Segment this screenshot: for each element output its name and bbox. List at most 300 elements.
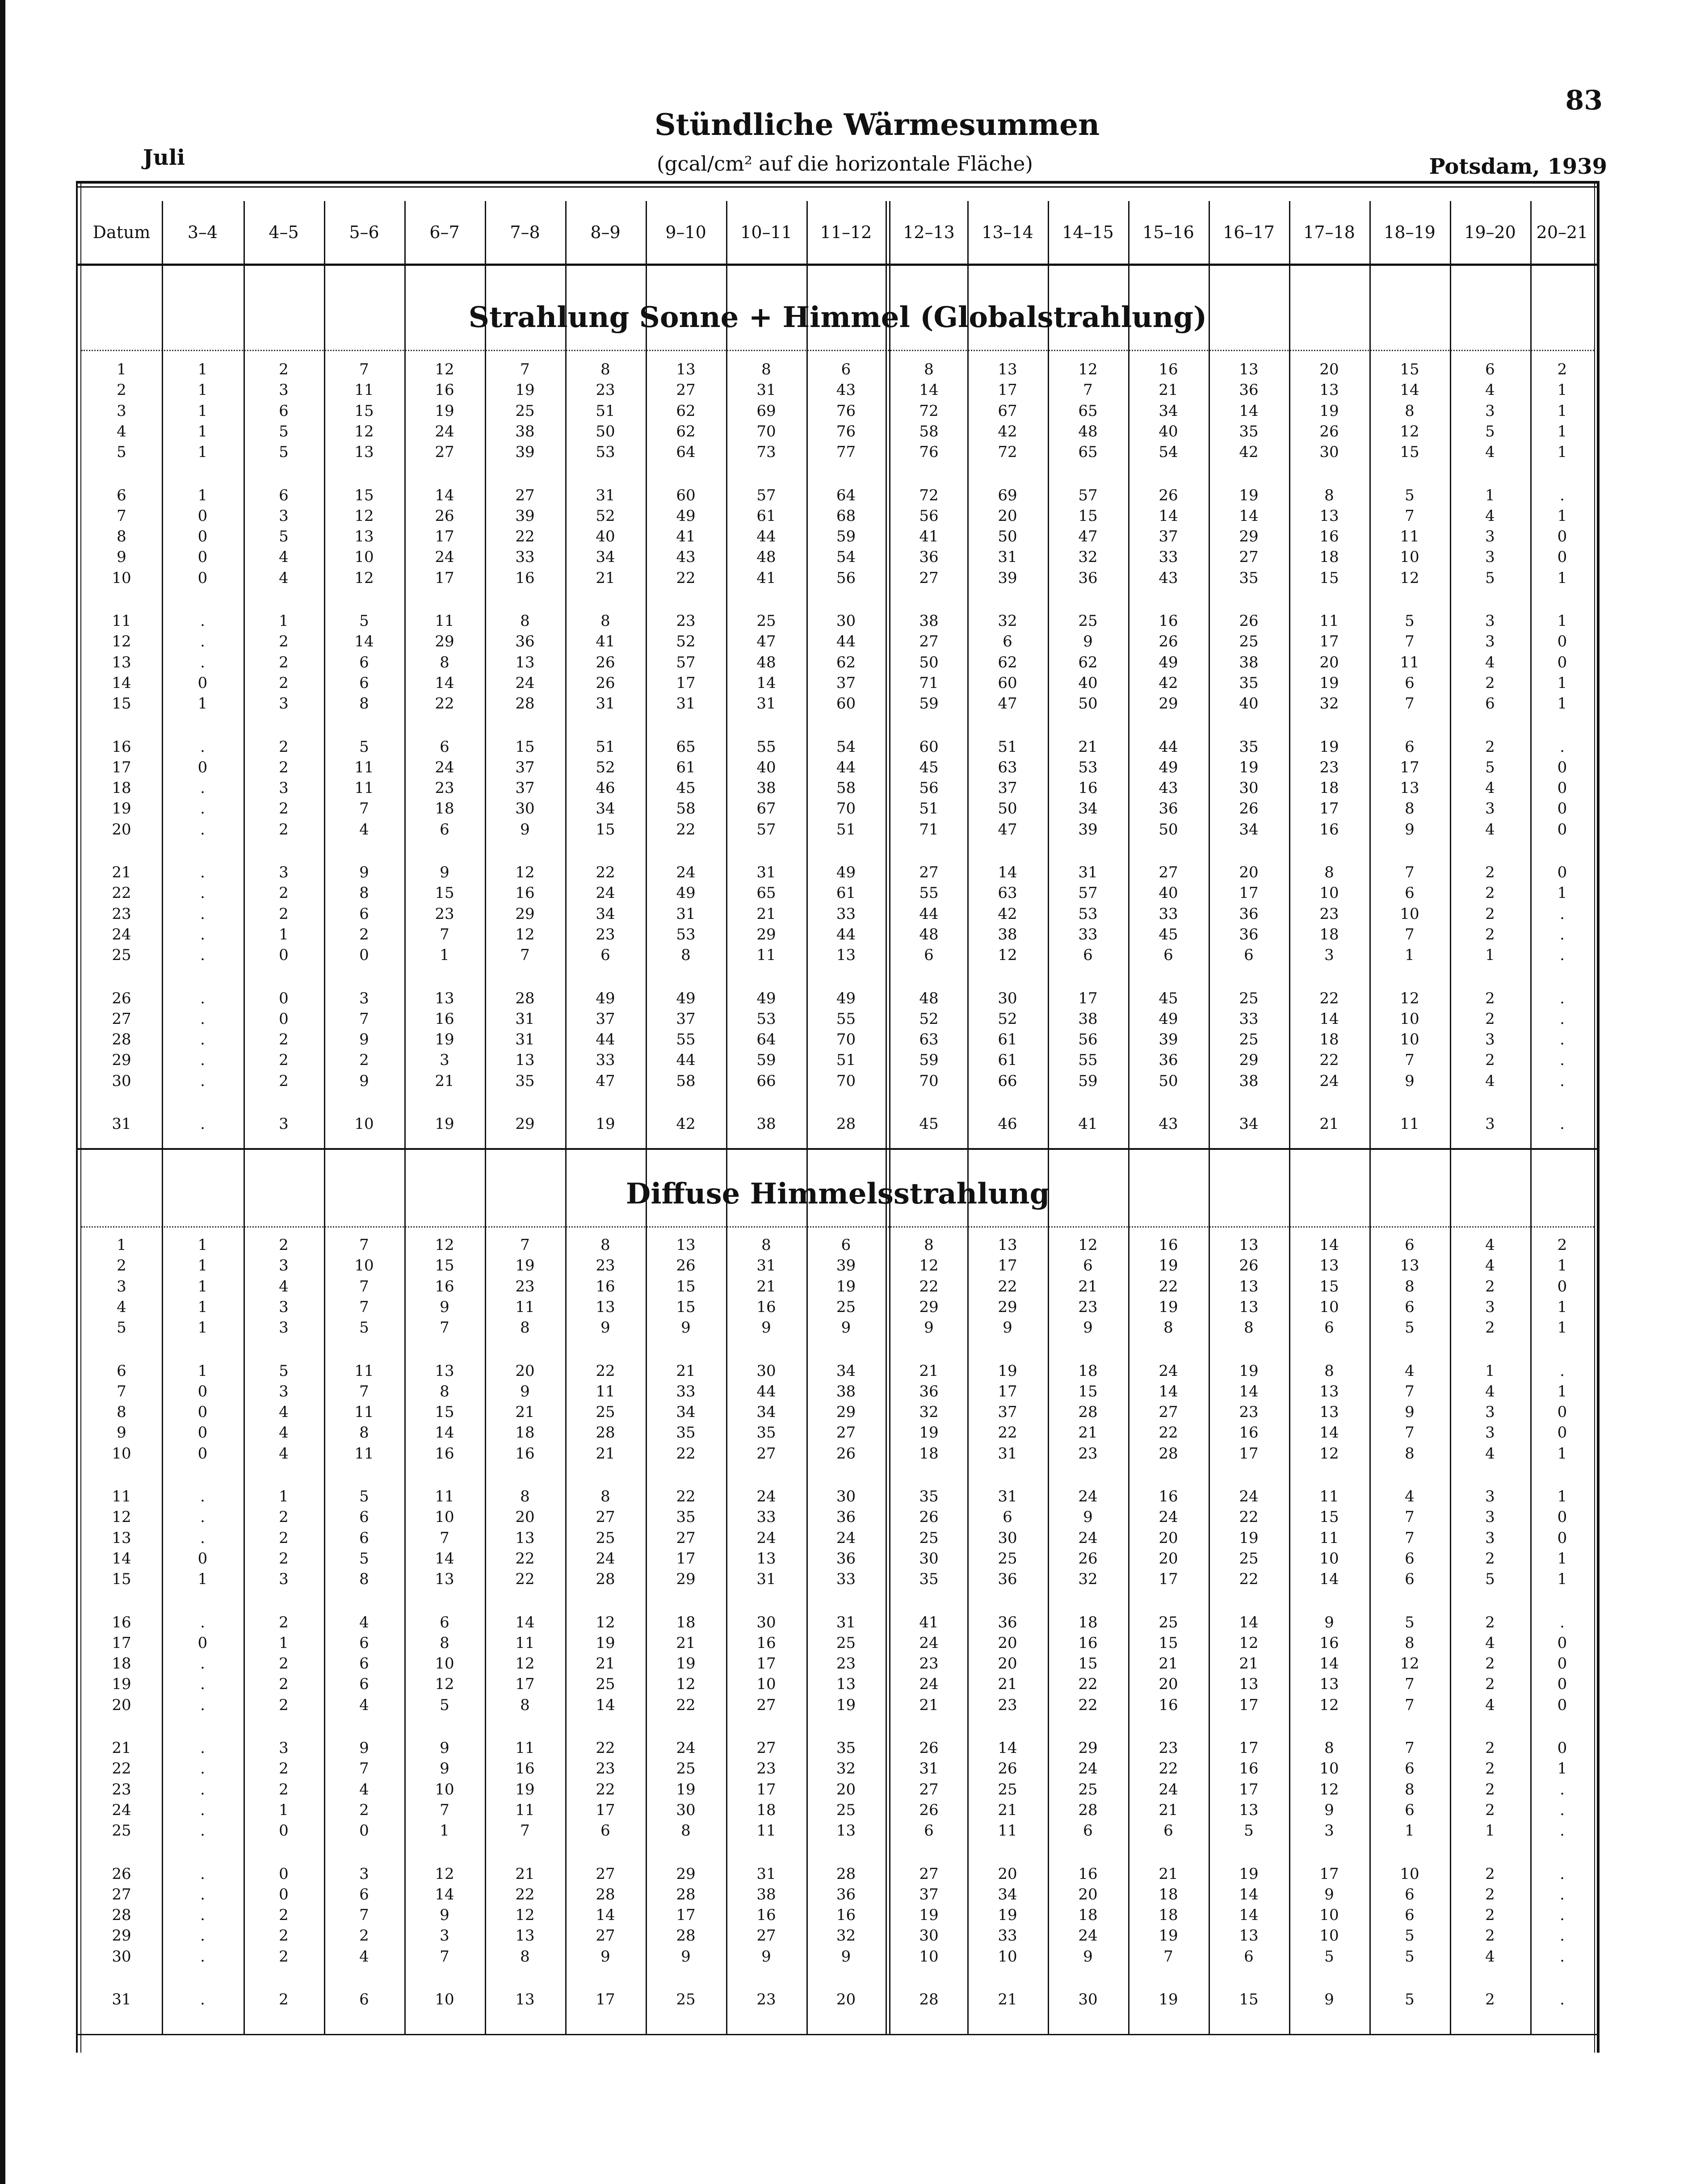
- value-cell: 27: [919, 1865, 939, 1883]
- value-cell: 60: [676, 486, 696, 504]
- value-cell: 2: [359, 1801, 369, 1819]
- value-cell: 6: [279, 402, 289, 420]
- value-cell: 9: [681, 1948, 691, 1966]
- value-cell: 6: [1244, 946, 1254, 964]
- value-cell: 44: [836, 759, 856, 776]
- value-cell: 11: [435, 1488, 454, 1505]
- value-cell: 4: [279, 1403, 289, 1421]
- value-cell: 25: [1239, 633, 1259, 650]
- value-cell: 15: [1319, 1278, 1339, 1295]
- value-cell: 52: [596, 759, 615, 776]
- value-cell: 9: [761, 1948, 771, 1966]
- value-cell: 6: [1324, 1319, 1334, 1337]
- value-cell: 41: [676, 528, 696, 545]
- value-cell: 28: [1078, 1403, 1098, 1421]
- value-cell: 18: [1078, 1906, 1098, 1924]
- value-cell: 10: [1319, 1927, 1339, 1945]
- table-bottom-rule: [76, 2034, 1600, 2035]
- value-cell: 16: [515, 1445, 535, 1463]
- value-cell: 28: [676, 1886, 696, 1903]
- value-cell: 5: [359, 738, 369, 756]
- value-cell: 6: [1405, 738, 1415, 756]
- value-cell: 10: [1400, 1010, 1419, 1028]
- value-cell: 2: [279, 1529, 289, 1547]
- date-cell: 2: [117, 1257, 126, 1274]
- value-cell: 34: [756, 1403, 776, 1421]
- value-cell: 8: [520, 1696, 530, 1714]
- value-cell: 26: [1319, 423, 1339, 440]
- value-cell: 15: [1400, 443, 1419, 461]
- value-cell: 24: [515, 674, 535, 692]
- value-cell: 24: [1078, 1760, 1098, 1777]
- value-cell: 2: [279, 361, 289, 378]
- value-cell: 6: [440, 1614, 449, 1631]
- value-cell: .: [200, 1614, 205, 1631]
- value-cell: 8: [924, 1236, 934, 1254]
- value-cell: 0: [197, 1383, 208, 1400]
- value-cell: 1: [440, 946, 449, 964]
- value-cell: .: [1560, 1948, 1565, 1966]
- value-cell: 7: [1405, 1696, 1415, 1714]
- value-cell: 38: [756, 1886, 776, 1903]
- value-cell: 45: [919, 759, 939, 776]
- value-cell: 17: [1319, 1865, 1339, 1883]
- value-cell: 19: [435, 1115, 454, 1133]
- value-cell: 7: [1405, 633, 1415, 650]
- value-cell: .: [1560, 1010, 1565, 1028]
- value-cell: 7: [1405, 1739, 1415, 1757]
- value-cell: 21: [1159, 381, 1178, 399]
- value-cell: 21: [676, 1634, 696, 1652]
- value-cell: 6: [600, 1822, 610, 1840]
- value-cell: 0: [1557, 759, 1567, 776]
- value-cell: 6: [841, 361, 851, 378]
- value-cell: 12: [515, 1655, 535, 1673]
- value-cell: 2: [279, 1072, 289, 1090]
- value-cell: 2: [279, 759, 289, 776]
- value-cell: 41: [919, 1614, 939, 1631]
- value-cell: 41: [596, 633, 615, 650]
- value-cell: 25: [1078, 1781, 1098, 1798]
- value-cell: 1: [1557, 1488, 1567, 1505]
- value-cell: 7: [520, 1822, 530, 1840]
- value-cell: 53: [1078, 905, 1098, 923]
- value-cell: 3: [279, 1319, 289, 1337]
- value-cell: 2: [1485, 1550, 1495, 1568]
- value-cell: 12: [676, 1675, 696, 1693]
- date-cell: 23: [112, 905, 131, 923]
- date-cell: 10: [112, 1445, 131, 1463]
- value-cell: 12: [1400, 569, 1419, 587]
- value-cell: 12: [435, 1236, 454, 1254]
- value-cell: 20: [1319, 361, 1339, 378]
- date-cell: 5: [117, 443, 126, 461]
- value-cell: 34: [1159, 402, 1178, 420]
- value-cell: 70: [919, 1072, 939, 1090]
- value-cell: 29: [676, 1570, 696, 1588]
- value-cell: 12: [515, 926, 535, 943]
- value-cell: 26: [836, 1445, 856, 1463]
- value-cell: 16: [1319, 1634, 1339, 1652]
- value-cell: 25: [1159, 1614, 1178, 1631]
- value-cell: 4: [279, 569, 289, 587]
- value-cell: 11: [756, 1822, 776, 1840]
- value-cell: 35: [515, 1072, 535, 1090]
- value-cell: 0: [197, 674, 208, 692]
- value-cell: 43: [1159, 1115, 1178, 1133]
- value-cell: 1: [279, 612, 289, 630]
- column-header-hour: 12–13: [903, 222, 955, 242]
- date-cell: 20: [112, 1696, 131, 1714]
- value-cell: 14: [998, 1739, 1017, 1757]
- value-cell: 76: [919, 443, 939, 461]
- value-cell: 34: [836, 1362, 856, 1380]
- value-cell: 6: [1405, 1760, 1415, 1777]
- value-cell: 23: [1078, 1298, 1098, 1316]
- value-cell: 13: [435, 989, 454, 1007]
- value-cell: 48: [919, 926, 939, 943]
- value-cell: 7: [440, 1801, 449, 1819]
- value-cell: 9: [1083, 1319, 1093, 1337]
- value-cell: 10: [354, 548, 374, 566]
- value-cell: 29: [435, 633, 454, 650]
- value-cell: 13: [515, 1991, 535, 2008]
- value-cell: 3: [1485, 1488, 1495, 1505]
- value-cell: 31: [1078, 864, 1098, 881]
- value-cell: 0: [279, 1886, 289, 1903]
- section-2-title-rule: [81, 1226, 1594, 1228]
- value-cell: 6: [279, 486, 289, 504]
- value-cell: 12: [515, 864, 535, 881]
- value-cell: 22: [596, 1739, 615, 1757]
- value-cell: 29: [919, 1298, 939, 1316]
- value-cell: 11: [515, 1298, 535, 1316]
- value-cell: 21: [1239, 1655, 1259, 1673]
- value-cell: 22: [676, 1696, 696, 1714]
- date-cell: 1: [117, 1236, 126, 1254]
- value-cell: 3: [1485, 1424, 1495, 1442]
- value-cell: 12: [1319, 1781, 1339, 1798]
- value-cell: 20: [1159, 1550, 1178, 1568]
- value-cell: 7: [359, 1383, 369, 1400]
- value-cell: 59: [756, 1051, 776, 1069]
- value-cell: .: [1560, 486, 1565, 504]
- value-cell: 36: [1159, 800, 1178, 817]
- value-cell: 4: [1485, 654, 1495, 671]
- value-cell: 6: [359, 905, 369, 923]
- date-cell: 13: [112, 654, 131, 671]
- value-cell: 3: [279, 1739, 289, 1757]
- value-cell: 49: [1159, 654, 1178, 671]
- value-cell: 19: [1159, 1257, 1178, 1274]
- value-cell: 8: [440, 654, 449, 671]
- value-cell: 51: [596, 402, 615, 420]
- date-cell: 9: [117, 548, 126, 566]
- value-cell: 50: [1078, 695, 1098, 713]
- page-number: 83: [1565, 85, 1603, 116]
- value-cell: 19: [596, 1634, 615, 1652]
- value-cell: 4: [359, 1696, 369, 1714]
- value-cell: 36: [836, 1508, 856, 1526]
- table-top-rule: [76, 181, 1600, 184]
- value-cell: 37: [919, 1886, 939, 1903]
- value-cell: 13: [1400, 779, 1419, 797]
- value-cell: 33: [1078, 926, 1098, 943]
- date-cell: 14: [112, 1550, 131, 1568]
- value-cell: 16: [1159, 612, 1178, 630]
- value-cell: 14: [515, 1614, 535, 1631]
- value-cell: 21: [1159, 1655, 1178, 1673]
- value-cell: 50: [998, 528, 1017, 545]
- value-cell: 30: [836, 1488, 856, 1505]
- value-cell: 62: [1078, 654, 1098, 671]
- value-cell: 31: [676, 695, 696, 713]
- value-cell: 2: [1485, 1927, 1495, 1945]
- value-cell: 13: [1239, 361, 1259, 378]
- value-cell: 23: [596, 1257, 615, 1274]
- value-cell: 23: [836, 1655, 856, 1673]
- value-cell: 1: [1557, 1298, 1567, 1316]
- value-cell: 27: [596, 1508, 615, 1526]
- value-cell: 13: [354, 528, 374, 545]
- value-cell: 7: [440, 1529, 449, 1547]
- value-cell: 49: [1159, 1010, 1178, 1028]
- value-cell: 33: [1239, 1010, 1259, 1028]
- value-cell: 28: [596, 1886, 615, 1903]
- value-cell: 16: [756, 1906, 776, 1924]
- value-cell: 13: [435, 1570, 454, 1588]
- value-cell: 3: [279, 1570, 289, 1588]
- value-cell: 36: [998, 1570, 1017, 1588]
- value-cell: 61: [756, 507, 776, 525]
- value-cell: 12: [1239, 1634, 1259, 1652]
- value-cell: 7: [1405, 1675, 1415, 1693]
- value-cell: 2: [1485, 1991, 1495, 2008]
- date-cell: 18: [112, 1655, 131, 1673]
- date-cell: 6: [117, 1362, 126, 1380]
- value-cell: 63: [998, 759, 1017, 776]
- value-cell: 1: [1485, 486, 1495, 504]
- value-cell: 19: [1159, 1927, 1178, 1945]
- value-cell: 30: [515, 800, 535, 817]
- value-cell: 4: [1485, 821, 1495, 838]
- value-cell: 50: [998, 800, 1017, 817]
- value-cell: 27: [435, 443, 454, 461]
- value-cell: 2: [1485, 738, 1495, 756]
- value-cell: 57: [1078, 884, 1098, 902]
- value-cell: 3: [359, 989, 369, 1007]
- value-cell: .: [1560, 1991, 1565, 2008]
- value-cell: 2: [1485, 1278, 1495, 1295]
- date-cell: 22: [112, 884, 131, 902]
- value-cell: 0: [1557, 528, 1567, 545]
- value-cell: 0: [197, 1634, 208, 1652]
- value-cell: 3: [1485, 1403, 1495, 1421]
- value-cell: 30: [756, 1362, 776, 1380]
- value-cell: 21: [1159, 1865, 1178, 1883]
- value-cell: 26: [1239, 612, 1259, 630]
- value-cell: 23: [596, 926, 615, 943]
- value-cell: 25: [1239, 989, 1259, 1007]
- value-cell: .: [1560, 1822, 1565, 1840]
- value-cell: 2: [1485, 1319, 1495, 1337]
- value-cell: 1: [197, 381, 208, 399]
- value-cell: 3: [1485, 402, 1495, 420]
- value-cell: 17: [998, 1257, 1017, 1274]
- value-cell: 13: [836, 946, 856, 964]
- value-cell: 12: [1319, 1445, 1339, 1463]
- value-cell: 44: [1159, 738, 1178, 756]
- value-cell: 16: [1078, 1634, 1098, 1652]
- value-cell: 9: [359, 864, 369, 881]
- value-cell: 18: [919, 1445, 939, 1463]
- value-cell: 24: [596, 884, 615, 902]
- value-cell: 29: [756, 926, 776, 943]
- value-cell: 10: [1319, 1906, 1339, 1924]
- value-cell: 33: [676, 1383, 696, 1400]
- value-cell: 39: [998, 569, 1017, 587]
- value-cell: 1: [1557, 423, 1567, 440]
- value-cell: 31: [756, 1865, 776, 1883]
- value-cell: 9: [359, 1072, 369, 1090]
- value-cell: 15: [1319, 569, 1339, 587]
- value-cell: 17: [1078, 989, 1098, 1007]
- value-cell: 71: [919, 674, 939, 692]
- station-and-year: Potsdam, 1939: [1429, 154, 1607, 179]
- value-cell: 2: [279, 905, 289, 923]
- value-cell: 3: [279, 1298, 289, 1316]
- value-cell: 1: [1557, 1570, 1567, 1588]
- value-cell: 4: [279, 1278, 289, 1295]
- value-cell: 10: [435, 1781, 454, 1798]
- date-cell: 5: [117, 1319, 126, 1337]
- value-cell: 13: [1319, 381, 1339, 399]
- value-cell: 20: [836, 1781, 856, 1798]
- value-cell: 17: [435, 569, 454, 587]
- value-cell: 22: [676, 1445, 696, 1463]
- value-cell: 6: [924, 946, 934, 964]
- value-cell: 27: [756, 1696, 776, 1714]
- value-cell: 44: [676, 1051, 696, 1069]
- value-cell: 19: [1159, 1991, 1178, 2008]
- value-cell: 19: [919, 1424, 939, 1442]
- value-cell: 6: [1163, 1822, 1173, 1840]
- value-cell: 24: [1078, 1488, 1098, 1505]
- value-cell: 0: [1557, 821, 1567, 838]
- value-cell: 3: [1485, 1529, 1495, 1547]
- value-cell: 16: [1239, 1424, 1259, 1442]
- value-cell: 3: [1324, 946, 1334, 964]
- value-cell: 8: [1405, 402, 1415, 420]
- value-cell: 50: [919, 654, 939, 671]
- value-cell: .: [1560, 1865, 1565, 1883]
- value-cell: 3: [1485, 633, 1495, 650]
- value-cell: .: [200, 1927, 205, 1945]
- value-cell: 51: [596, 738, 615, 756]
- value-cell: 65: [756, 884, 776, 902]
- value-cell: 5: [1485, 1570, 1495, 1588]
- column-header-hour: 11–12: [820, 222, 872, 242]
- value-cell: 76: [836, 423, 856, 440]
- value-cell: 12: [919, 1257, 939, 1274]
- value-cell: 43: [1159, 779, 1178, 797]
- value-cell: 6: [440, 738, 449, 756]
- value-cell: .: [1560, 1781, 1565, 1798]
- value-cell: 22: [515, 1886, 535, 1903]
- value-cell: 15: [1159, 1634, 1178, 1652]
- value-cell: 67: [756, 800, 776, 817]
- value-cell: 19: [1239, 1529, 1259, 1547]
- value-cell: 50: [596, 423, 615, 440]
- value-cell: 4: [1485, 1383, 1495, 1400]
- value-cell: 4: [279, 548, 289, 566]
- date-cell: 8: [117, 528, 126, 545]
- value-cell: 62: [676, 423, 696, 440]
- table-left-rule: [76, 181, 78, 2053]
- value-cell: 20: [1159, 1675, 1178, 1693]
- value-cell: 21: [1319, 1115, 1339, 1133]
- section-divider-rule: [76, 1148, 1600, 1150]
- value-cell: 2: [1485, 1739, 1495, 1757]
- value-cell: 4: [1485, 507, 1495, 525]
- value-cell: 63: [919, 1031, 939, 1048]
- value-cell: .: [200, 1072, 205, 1090]
- value-cell: 21: [676, 1362, 696, 1380]
- value-cell: 10: [354, 1257, 374, 1274]
- value-cell: 9: [440, 1739, 449, 1757]
- value-cell: 8: [1324, 1362, 1334, 1380]
- value-cell: 5: [1324, 1948, 1334, 1966]
- value-cell: 9: [359, 1031, 369, 1048]
- value-cell: 24: [435, 423, 454, 440]
- value-cell: 0: [1557, 1403, 1567, 1421]
- value-cell: 26: [1159, 486, 1178, 504]
- value-cell: 41: [1078, 1115, 1098, 1133]
- data-table: [76, 181, 1600, 2053]
- value-cell: 1: [279, 1488, 289, 1505]
- value-cell: 19: [515, 1781, 535, 1798]
- value-cell: 43: [1159, 569, 1178, 587]
- value-cell: 20: [1239, 864, 1259, 881]
- value-cell: 6: [359, 1634, 369, 1652]
- date-cell: 15: [112, 695, 131, 713]
- column-header-hour: 13–14: [982, 222, 1033, 242]
- value-cell: 25: [676, 1991, 696, 2008]
- value-cell: 8: [1405, 1278, 1415, 1295]
- value-cell: 7: [359, 1010, 369, 1028]
- value-cell: 47: [756, 633, 776, 650]
- value-cell: 1: [197, 1278, 208, 1295]
- value-cell: .: [1560, 1927, 1565, 1945]
- value-cell: 27: [919, 569, 939, 587]
- value-cell: 1: [1557, 507, 1567, 525]
- value-cell: 13: [435, 1362, 454, 1380]
- value-cell: 0: [279, 1865, 289, 1883]
- value-cell: 26: [596, 654, 615, 671]
- value-cell: 49: [1159, 759, 1178, 776]
- value-cell: .: [1560, 1051, 1565, 1069]
- value-cell: 14: [1319, 1236, 1339, 1254]
- value-cell: .: [200, 1801, 205, 1819]
- value-cell: 26: [435, 507, 454, 525]
- value-cell: 8: [1324, 1739, 1334, 1757]
- value-cell: 5: [1405, 1319, 1415, 1337]
- value-cell: .: [200, 1508, 205, 1526]
- value-cell: 33: [515, 548, 535, 566]
- value-cell: 13: [1239, 1675, 1259, 1693]
- value-cell: 36: [515, 633, 535, 650]
- value-cell: 4: [1485, 1072, 1495, 1090]
